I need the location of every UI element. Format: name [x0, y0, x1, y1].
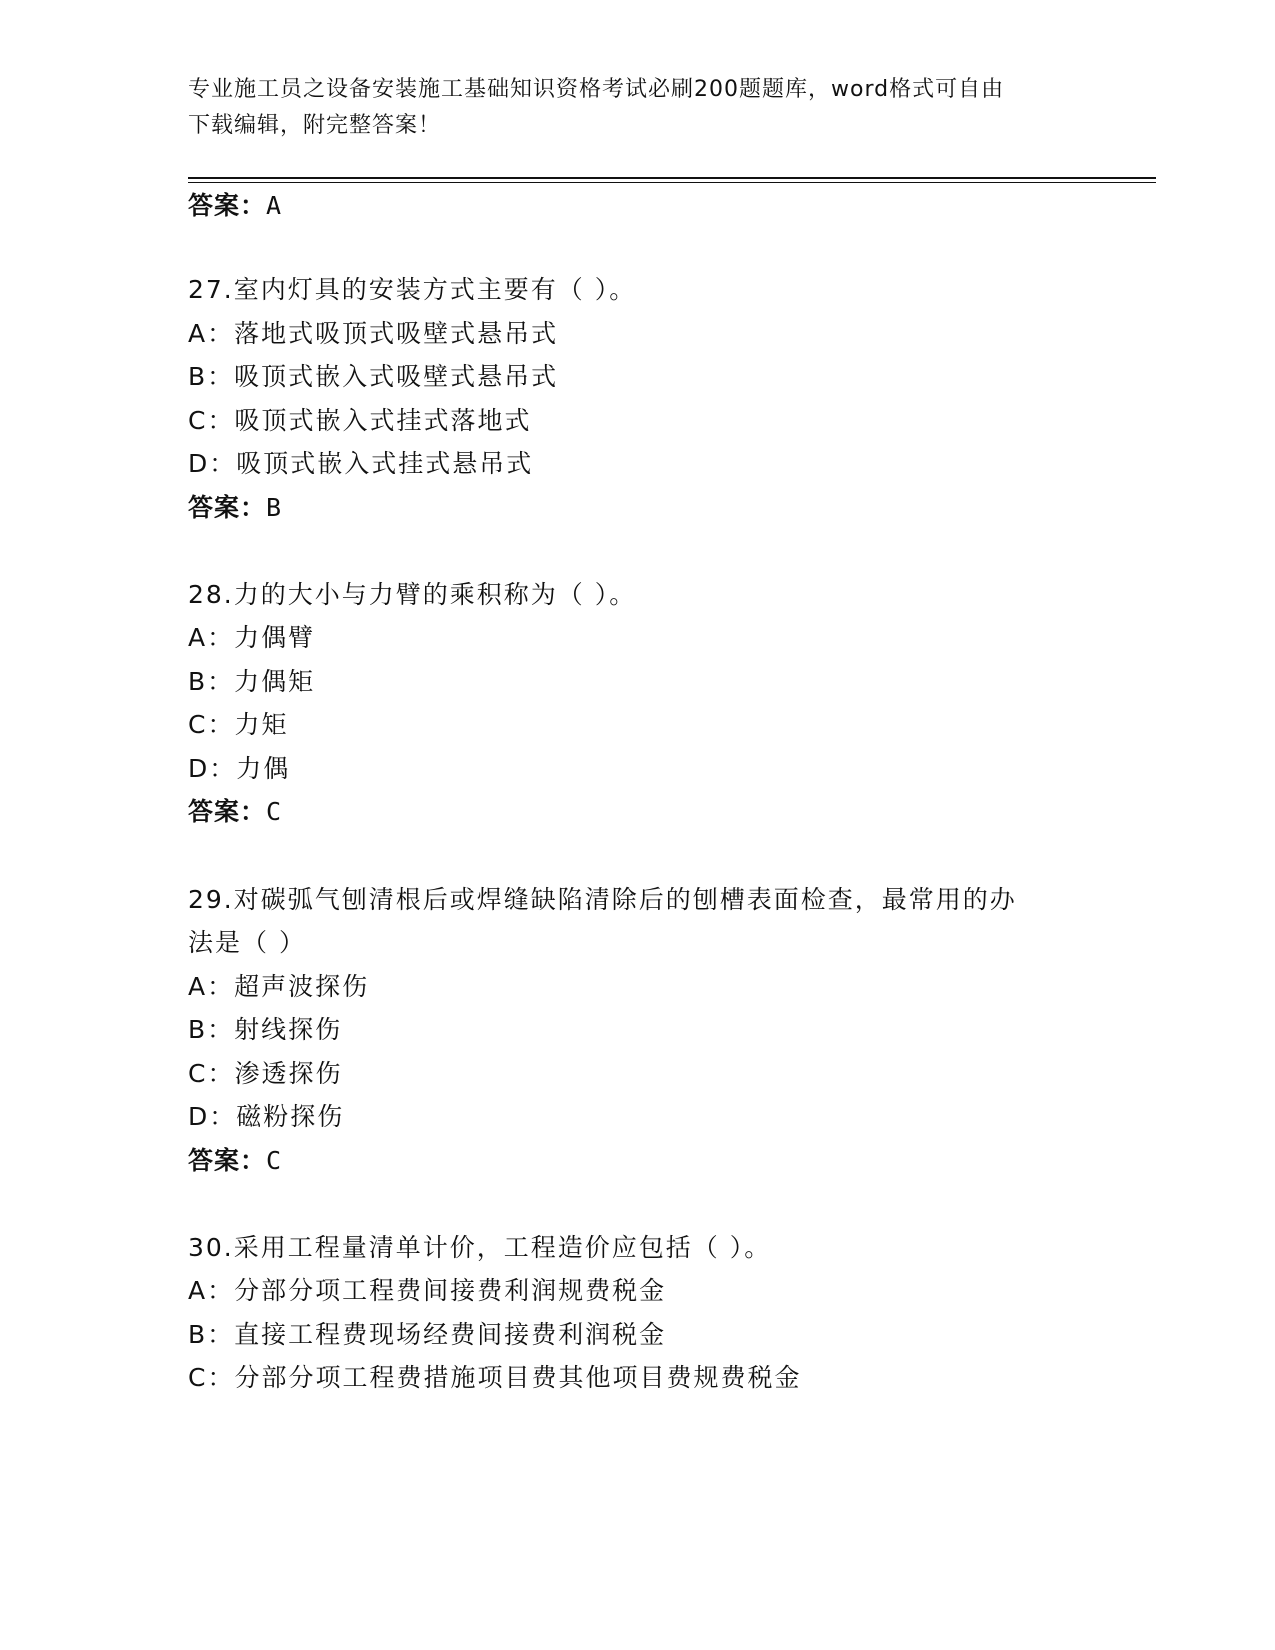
q29-option-c: C：渗透探伤	[188, 1059, 343, 1088]
q28-option-d: D：力偶	[188, 754, 291, 783]
q29-option-d: D：磁粉探伤	[188, 1102, 345, 1131]
q29-question-line-1: 29.对碳弧气刨清根后或焊缝缺陷清除后的刨槽表面检查，最常用的办	[188, 885, 1017, 914]
q28-question: 28.力的大小与力臂的乘积称为（ ）。	[188, 580, 637, 609]
q30-option-c: C：分部分项工程费措施项目费其他项目费规费税金	[188, 1363, 802, 1392]
prev-answer	[188, 188, 282, 224]
header-divider-thick	[188, 177, 1156, 179]
q30-question: 30.采用工程量清单计价，工程造价应包括（ ）。	[188, 1233, 772, 1262]
q29-option-a: A：超声波探伤	[188, 972, 370, 1001]
q28-option-a: A：力偶臂	[188, 623, 316, 652]
answer-label: 答案：	[188, 797, 267, 826]
q27-option-c: C：吸顶式嵌入式挂式落地式	[188, 406, 532, 435]
answer-value: C	[266, 1146, 283, 1175]
q28-option-c: C：力矩	[188, 710, 289, 739]
q27-answer	[188, 490, 282, 526]
answer-value: C	[266, 797, 283, 826]
q28-answer	[188, 794, 282, 830]
q28-option-b: B：力偶矩	[188, 667, 316, 696]
q27-option-d: D：吸顶式嵌入式挂式悬吊式	[188, 449, 534, 478]
answer-value: B	[266, 493, 283, 522]
answer-value: A	[266, 191, 283, 220]
q27-option-a: A：落地式吸顶式吸壁式悬吊式	[188, 319, 559, 348]
q30-option-b: B：直接工程费现场经费间接费利润税金	[188, 1320, 667, 1349]
q29-question-line-2: 法是（ ）	[188, 928, 306, 957]
document-header	[188, 72, 1088, 144]
q29-answer	[188, 1143, 282, 1179]
q27-question: 27.室内灯具的安装方式主要有（ ）。	[188, 275, 637, 304]
answer-label: 答案：	[188, 191, 267, 220]
answer-label: 答案：	[188, 493, 267, 522]
header-line-2: 下载编辑，附完整答案！	[188, 113, 442, 138]
q29-option-b: B：射线探伤	[188, 1015, 343, 1044]
header-divider-thin	[188, 182, 1156, 183]
header-line-1: 专业施工员之设备安装施工基础知识资格考试必刷200题题库，word格式可自由	[188, 77, 1005, 102]
q27-option-b: B：吸顶式嵌入式吸壁式悬吊式	[188, 362, 559, 391]
answer-label: 答案：	[188, 1146, 267, 1175]
q30-option-a: A：分部分项工程费间接费利润规费税金	[188, 1276, 667, 1305]
